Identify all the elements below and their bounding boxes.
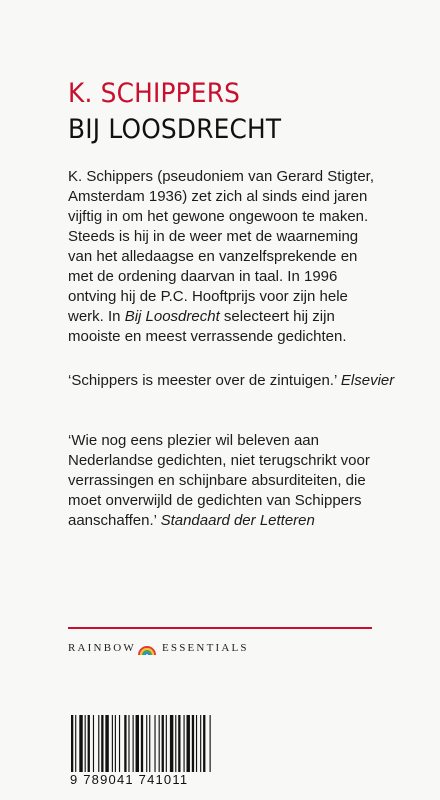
barcode-bar (159, 715, 160, 772)
barcode-bar (88, 715, 90, 772)
author-name: K. SCHIPPERS (68, 78, 241, 109)
blurb-paragraph (68, 167, 388, 347)
barcode-bar (203, 715, 205, 772)
barcode-bar (141, 715, 143, 772)
barcode-bar (124, 715, 126, 772)
book-title-italic: Bij Loosdrecht (124, 308, 220, 325)
barcode-bar (210, 715, 211, 772)
blurb-text: selecteert hij zijn (219, 308, 335, 325)
series-name-left: RAINBOW (68, 642, 136, 654)
barcode-bar (184, 715, 185, 772)
barcode-bar (71, 715, 73, 772)
barcode-bar (85, 715, 86, 772)
barcode-bar (79, 715, 82, 772)
barcode-bar (154, 715, 155, 772)
quote-line (68, 371, 395, 391)
blurb-line: K. Schippers (pseudoniem van Gerard Stigter, (68, 168, 374, 185)
barcode-bar (101, 715, 103, 772)
rainbow-icon (138, 640, 156, 656)
blurb-text: werk. In (68, 308, 125, 325)
barcode-bar (146, 715, 147, 772)
quote-line: ‘Wie nog eens plezier wil beleven aan (68, 432, 319, 449)
quote-text: ‘Schippers is meester over de zintuigen.’ (68, 372, 337, 389)
blurb-line: van het alledaagse en vanzelfsprekende en (68, 248, 358, 265)
barcode-bar (178, 715, 180, 772)
barcode-bar (133, 715, 134, 772)
barcode-bar (200, 715, 201, 772)
quote-line: Nederlandse gedichten, niet terugschrikt voor (68, 452, 370, 469)
review-quote-standaard (68, 431, 388, 531)
barcode-bar (166, 715, 167, 772)
quote-line: moet onverwijld de gedichten van Schippers (68, 492, 362, 509)
quote-text: aanschaffen.’ (68, 512, 157, 529)
barcode-bar (175, 715, 176, 772)
blurb-line (68, 307, 388, 327)
series-name-right: ESSENTIALS (161, 642, 249, 654)
quote-line: verrassingen en schijnbare absurditeiten, die (68, 472, 366, 489)
quote-source: Standaard der Letteren (160, 512, 315, 529)
barcode-bar (192, 715, 194, 772)
isbn-number: 9 789041 741011 (70, 772, 189, 787)
quote-line (68, 511, 388, 531)
barcode-bar (149, 715, 150, 772)
barcode-bar (93, 715, 94, 772)
barcode-bar (170, 715, 173, 772)
barcode-bar (136, 715, 139, 772)
barcode-bar (112, 715, 113, 772)
quote-source: Elsevier (340, 372, 395, 389)
blurb-line: Steeds is hij in de weer met de waarneming (68, 228, 359, 245)
book-title: BIJ LOOSDRECHT (68, 114, 282, 145)
barcode-bar (115, 715, 116, 772)
series-logo (68, 640, 249, 656)
barcode-bar (119, 715, 120, 772)
barcode-bar (98, 715, 99, 772)
barcode (70, 715, 230, 772)
barcode-bar (162, 715, 164, 772)
blurb-line: vijftig in om het gewone ongewoon te maken. (68, 208, 369, 225)
review-quote-elsevier (68, 371, 395, 391)
red-divider (68, 627, 372, 629)
barcode-bar (128, 715, 129, 772)
blurb-line: met de ordening daarvan in taal. In 1996 (68, 268, 338, 285)
barcode-bar (187, 715, 190, 772)
blurb-line: ontving hij de P.C. Hooftprijs voor zijn hele (68, 288, 348, 305)
blurb-line: Amsterdam 1936) zet zich al sinds eind jaren (68, 188, 368, 205)
barcode-bar (105, 715, 108, 772)
barcode-bar (75, 715, 76, 772)
barcode-bar (196, 715, 197, 772)
blurb-line: mooiste en meest verrassende gedichten. (68, 328, 347, 345)
